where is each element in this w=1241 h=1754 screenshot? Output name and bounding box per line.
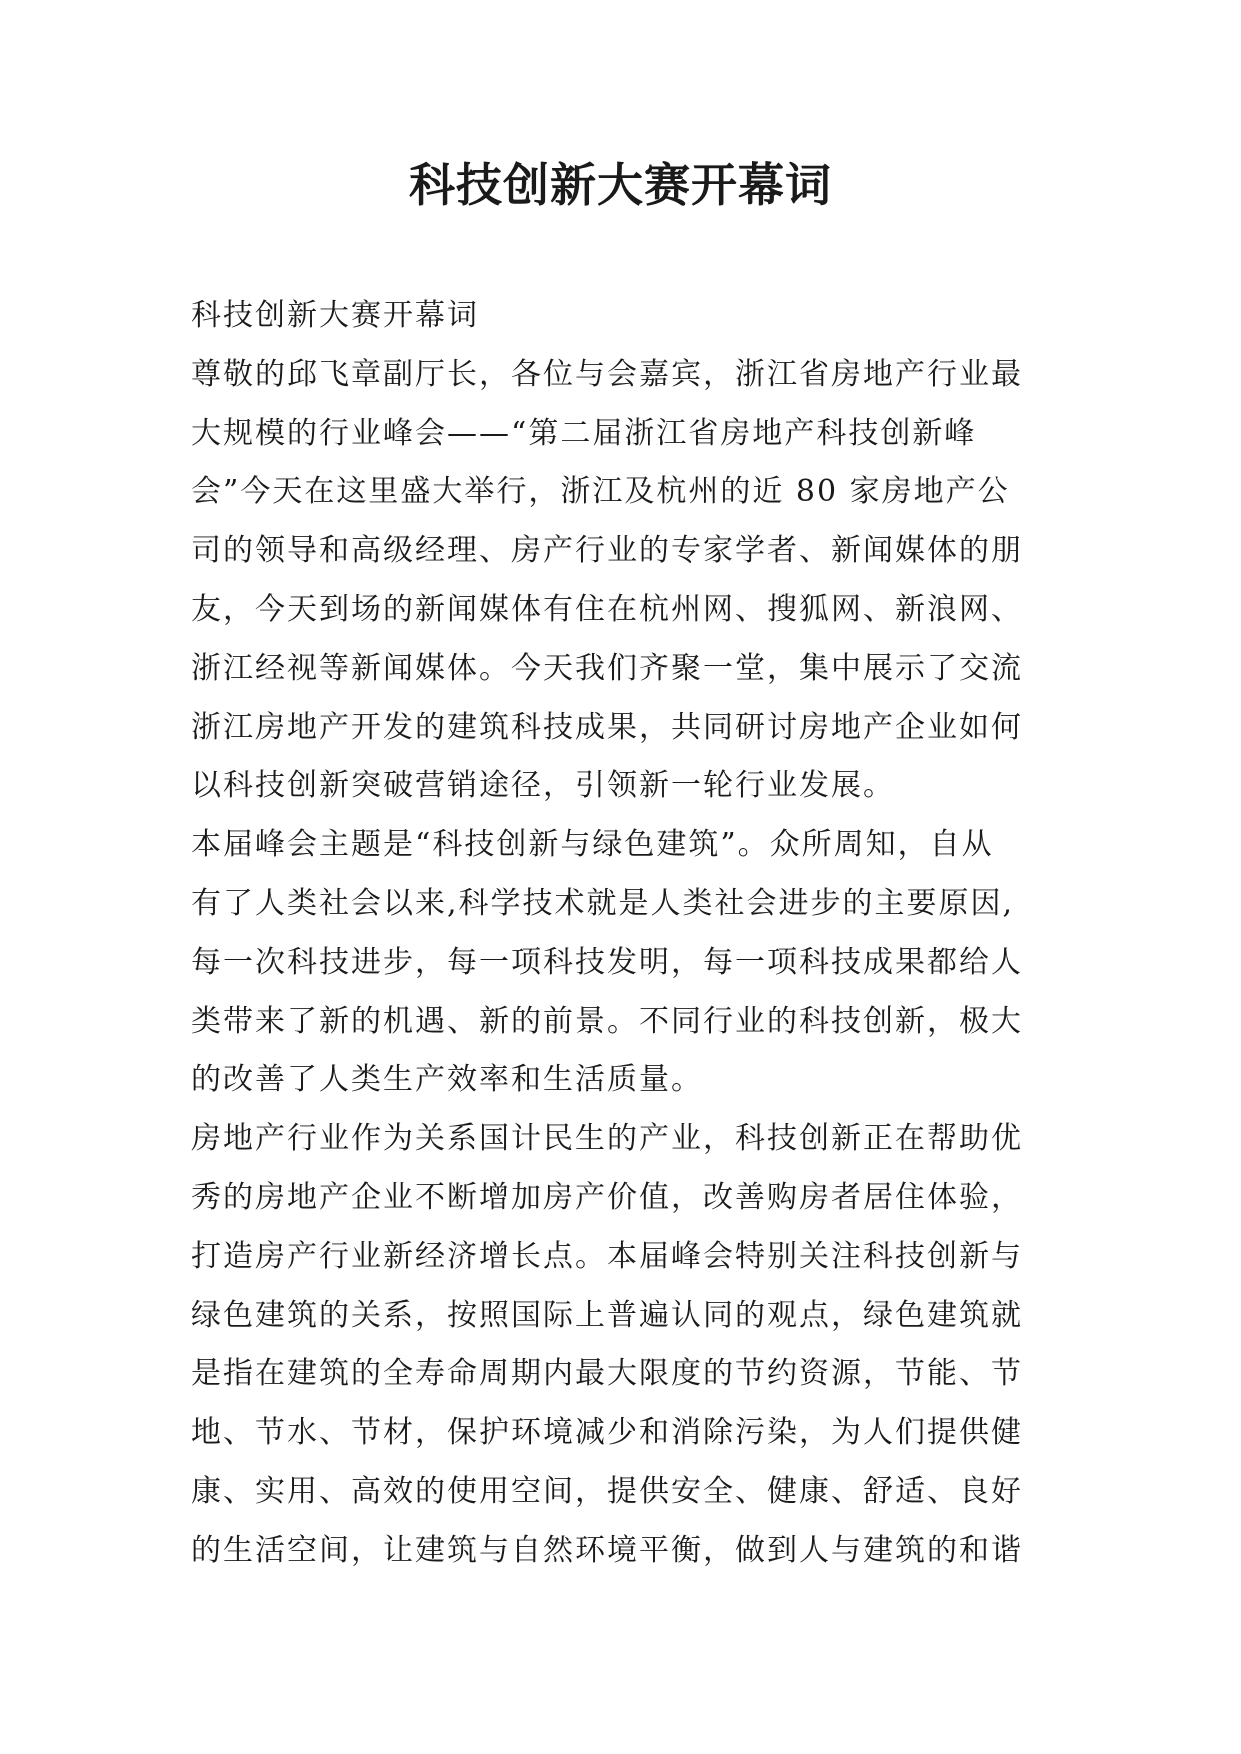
body-line: 有了人类社会以来,科学技术就是人类社会进步的主要原因, [191, 885, 1015, 921]
body-line: 大规模的行业峰会——“第二届浙江省房地产科技创新峰 [191, 415, 977, 451]
body-line: 秀的房地产企业不断增加房产价值，改善购房者居住体验， [191, 1179, 1023, 1215]
document-body [191, 287, 1061, 1581]
body-line: 科技创新大赛开幕词 [191, 298, 479, 333]
body-line: 的生活空间，让建筑与自然环境平衡，做到人与建筑的和谐 [191, 1532, 1023, 1568]
body-line: 浙江经视等新闻媒体。今天我们齐聚一堂，集中展示了交流 [191, 650, 1023, 686]
body-line: 每一次科技进步，每一项科技发明，每一项科技成果都给人 [191, 944, 1023, 980]
body-line: 浙江房地产开发的建筑科技成果，共同研讨房地产企业如何 [191, 709, 1023, 745]
body-line: 尊敬的邱飞章副厅长，各位与会嘉宾，浙江省房地产行业最 [191, 356, 1023, 392]
body-line: 打造房产行业新经济增长点。本届峰会特别关注科技创新与 [191, 1238, 1023, 1274]
body-line: 本届峰会主题是“科技创新与绿色建筑”。众所周知，自从 [191, 827, 994, 863]
body-line: 是指在建筑的全寿命周期内最大限度的节约资源，节能、节 [191, 1356, 1023, 1392]
body-line: 地、节水、节材，保护环境减少和消除污染，为人们提供健 [191, 1415, 1023, 1451]
body-line: 康、实用、高效的使用空间，提供安全、健康、舒适、良好 [191, 1473, 1023, 1509]
body-line: 类带来了新的机遇、新的前景。不同行业的科技创新，极大 [191, 1003, 1023, 1039]
body-line: 的改善了人类生产效率和生活质量。 [191, 1062, 703, 1098]
body-line: 司的领导和高级经理、房产行业的专家学者、新闻媒体的朋 [191, 533, 1023, 569]
body-line: 友，今天到场的新闻媒体有住在杭州网、搜狐网、新浪网、 [191, 591, 1023, 627]
body-line: 绿色建筑的关系，按照国际上普遍认同的观点，绿色建筑就 [191, 1297, 1023, 1333]
document-title: 科技创新大赛开幕词 [409, 158, 832, 212]
body-line: 会”今天在这里盛大举行，浙江及杭州的近 80 家房地产公 [191, 474, 1010, 510]
body-line: 房地产行业作为关系国计民生的产业，科技创新正在帮助优 [191, 1121, 1023, 1157]
body-line: 以科技创新突破营销途径，引领新一轮行业发展。 [191, 768, 895, 804]
